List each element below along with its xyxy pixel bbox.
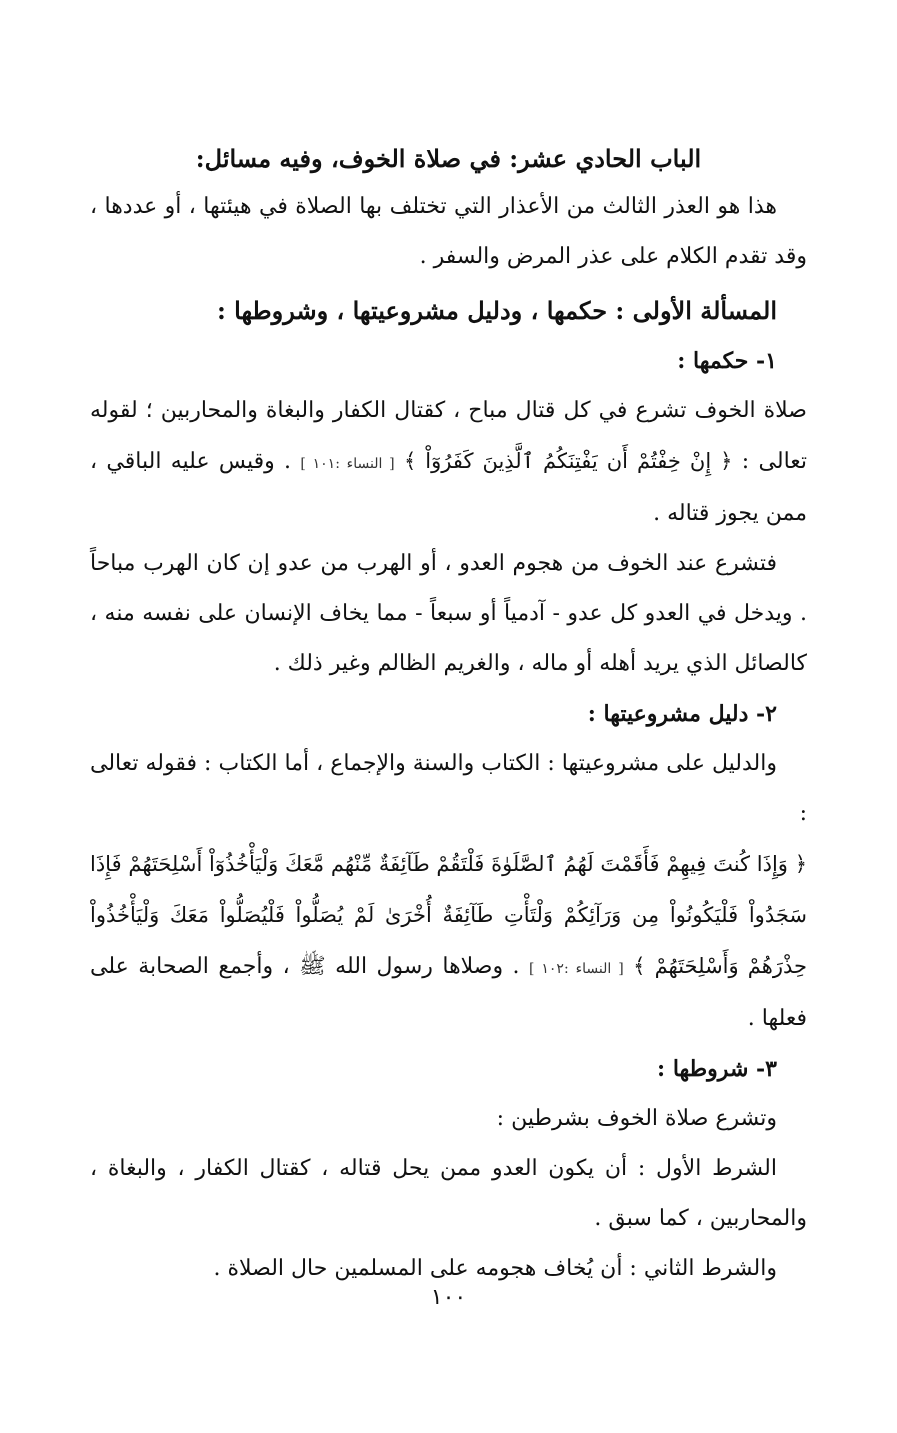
page-body [90,142,807,1294]
issue-1-title: المسألة الأولى : حكمها ، ودليل مشروعيتها ، وشروطها : [216,296,777,325]
second-condition: والشرط الثاني : أن يُخاف هجومه على المسلمين حال الصلاة . [213,1256,777,1281]
ruling-heading: ١- حكمها : [677,348,777,374]
evidence-intro: والدليل على مشروعيتها : الكتاب والسنة والإجماع ، أما الكتاب : فقوله تعالى : [90,751,807,826]
chapter-title: الباب الحادي عشر: في صلاة الخوف، وفيه مسائل: [195,144,702,173]
page-number: ١٠٠ [430,1285,467,1310]
conditions-intro: وتشرع صلاة الخوف بشرطين : [496,1106,777,1131]
evidence-heading: ٢- دليل مشروعيتها : [587,701,777,727]
first-condition: الشرط الأول : أن يكون العدو ممن يحل قتاله ، كقتال الكفار ، والبغاة ، والمحاربين ، كما سبق . [90,1156,807,1231]
evidence-text-after-verse: . وصلاها رسول الله ﷺ ، وأجمع الصحابة على فعلها . [90,954,807,1031]
ruling-second-paragraph: فتشرع عند الخوف من هجوم العدو ، أو الهرب من عدو إن كان الهرب مباحاً . ويدخل في العدو كل عدو - آدمياً أو سبعاً - مما يخاف الإنسان على نفسه منه ، كالصائل الذي يريد أهله أو ماله ، والغريم الظالم وغير ذلك . [90,551,807,676]
verse-reference-102: [ النساء :١٠٢ ] [529,961,624,977]
ruling-text-before-verse: صلاة الخوف تشرع في كل قتال مباح ، كقتال الكفار والبغاة والمحاربين ؛ لقوله تعالى : [90,398,808,474]
conditions-heading: ٣- شروطها : [657,1056,777,1082]
verse-reference-101: [ النساء :١٠١ ] [300,456,395,472]
evidence-paragraph [90,839,807,1044]
ruling-text-after-verse: . وقيس عليه الباقي ، ممن يجوز قتاله . [90,449,807,526]
quran-verse-102: ﴿ وَإِذَا كُنتَ فِيهِمْ فَأَقَمْتَ لَهُمُ ٱلصَّلَوٰةَ فَلْتَقُمْ طَآئِفَةٌ مِّنْهُم مَّعَكَ وَلْيَأْخُذُوٓاْ أَسْلِحَتَهُمْ فَإِذَا سَجَدُواْ فَلْيَكُونُواْ مِن وَرَآئِكُمْ وَلْتَأْتِ طَآئِفَةٌ أُخْرَىٰ لَمْ يُصَلُّواْ فَلْيُصَلُّواْ مَعَكَ وَلْيَأْخُذُواْ حِذْرَهُمْ وَأَسْلِحَتَهُمْ ﴾ [90,852,807,978]
ruling-paragraph [90,386,807,539]
quran-verse-101: ﴿ إِنْ خِفْتُمْ أَن يَفْتِنَكُمُ ٱلَّذِينَ كَفَرُوٓاْ ﴾ [403,449,733,473]
intro-paragraph: هذا هو العذر الثالث من الأعذار التي تختلف بها الصلاة في هيئتها ، أو عددها ، وقد تقدم الكلام على عذر المرض والسفر . [90,194,807,269]
